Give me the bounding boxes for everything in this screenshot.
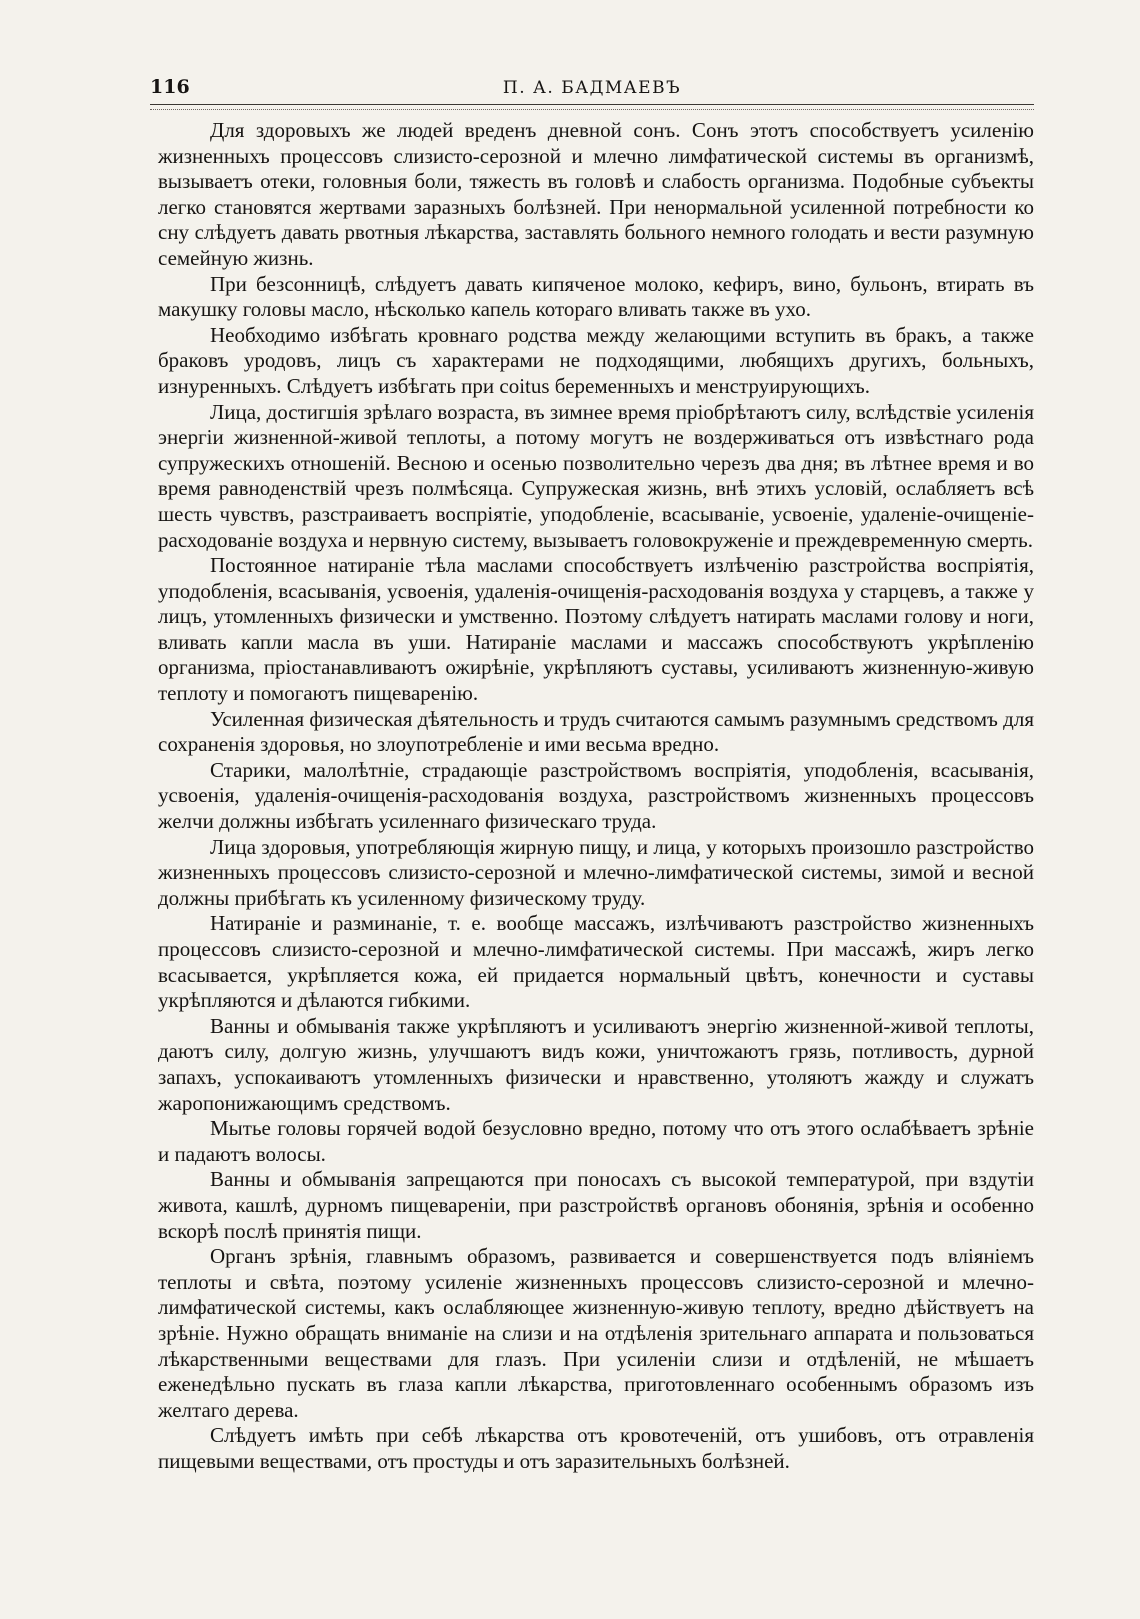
paragraph: Старики, малолѣтніе, страдающіе разстройствомъ воспріятія, уподобленія, всасыванія, усвоенія, удаленія-очищенія-расходованія воздуха, разстройствомъ жизненныхъ процессовъ желчи должны избѣгать усиленнаго физическаго труда. (158, 757, 1034, 834)
paragraph: Необходимо избѣгать кровнаго родства между желающими вступить въ бракъ, а также браковъ уродовъ, лицъ съ характерами не подходящими, любящихъ другихъ, больныхъ, изнуренныхъ. Слѣдуетъ избѣгать при coitus беременныхъ и менструирующихъ. (158, 322, 1034, 398)
header-rule (150, 104, 1034, 110)
paragraph: Ванны и обмыванія запрещаются при поносахъ съ высокой температурой, при вздутіи живота, кашлѣ, дурномъ пищевареніи, при разстройствѣ органовъ обонянія, зрѣнія и особенно вскорѣ послѣ принятія пищи. (158, 1167, 1034, 1243)
page-header (150, 76, 1034, 106)
paragraph: Слѣдуетъ имѣть при себѣ лѣкарства отъ кровотеченій, отъ ушибовъ, отъ отравленія пищевыми веществами, отъ простуды и отъ заразительныхъ болѣзней. (158, 1423, 1034, 1473)
paragraph: Органъ зрѣнія, главнымъ образомъ, развивается и совершенствуется подъ вліяніемъ теплоты и свѣта, поэтому усиленіе жизненныхъ процессовъ слизисто-серозной и млечно-лимфатической системы, какъ ослабляющее жизненную-живую теплоту, вредно дѣйствуетъ на зрѣніе. Нужно обращать вниманіе на слизи и на отдѣленія зрительнаго аппарата и пользоваться лѣкарственными веществами для глазъ. При усиленіи слизи и отдѣленій, не мѣшаетъ еженедѣльно пускать въ глаза капли лѣкарства, приготовленнаго особеннымъ образомъ изъ желтаго дерева. (158, 1244, 1034, 1422)
paragraph: Для здоровыхъ же людей вреденъ дневной сонъ. Сонъ этотъ способствуетъ усиленію жизненныхъ процессовъ слизисто-серозной и млечно лимфатической системы въ организмѣ, вызываетъ отеки, головныя боли, тяжесть въ головѣ и слабость организма. Подобные субъекты легко становятся жертвами заразныхъ болѣзней. При ненормальной усиленной потребности ко сну слѣдуетъ давать рвотныя лѣкарства, заставлять больного немного голодать и вести разумную семейную жизнь. (158, 118, 1034, 270)
paragraph: Мытье головы горячей водой безусловно вредно, потому что отъ этого ослабѣваетъ зрѣніе и падаютъ волосы. (158, 1116, 1034, 1166)
body-text (158, 118, 1034, 1474)
paragraph: Лица здоровыя, употребляющія жирную пищу, и лица, у которыхъ произошло разстройство жизненныхъ процессовъ слизисто-серозной и млечно-лимфатической системы, зимой и весной должны прибѣгать къ усиленному физическому труду. (158, 834, 1034, 910)
paragraph: Ванны и обмыванія также укрѣпляютъ и усиливаютъ энергію жизненной-живой теплоты, даютъ силу, долгую жизнь, улучшаютъ видъ кожи, уничтожаютъ грязь, потливость, дурной запахъ, успокаиваютъ утомленныхъ физически и нравственно, утоляютъ жажду и служатъ жаропонижающимъ средствомъ. (158, 1013, 1034, 1115)
paragraph: При безсонницѣ, слѣдуетъ давать кипяченое молоко, кефиръ, вино, бульонъ, втирать въ макушку головы масло, нѣсколько капель котораго вливать также въ ухо. (158, 271, 1034, 322)
paragraph: Натираніе и разминаніе, т. е. вообще массажъ, излѣчиваютъ разстройство жизненныхъ процессовъ слизисто-серозной и млечно-лимфатической системы. При массажѣ, жиръ легко всасывается, укрѣпляется кожа, ей придается нормальный цвѣтъ, конечности и суставы укрѣпляются и дѣлаются гибкими. (158, 911, 1034, 1013)
paragraph: Лица, достигшія зрѣлаго возраста, въ зимнее время пріобрѣтаютъ силу, вслѣдствіе усиленія энергіи жизненной-живой теплоты, а потому могутъ не воздерживаться отъ извѣстнаго рода супружескихъ отношеній. Весною и осенью позволительно черезъ два дня; въ лѣтнее время и во время равноденствій чрезъ полмѣсяца. Супружеская жизнь, внѣ этихъ условій, ослабляетъ всѣ шесть чувствъ, разстраиваетъ воспріятіе, уподобленіе, всасываніе, усвоеніе, удаленіе-очищеніе-расходованіе воздуха и нервную систему, вызываетъ головокруженіе и преждевременную смерть. (158, 399, 1034, 552)
running-title: П. А. БАДМАЕВЪ (502, 78, 682, 98)
paragraph: Усиленная физическая дѣятельность и трудъ считаются самымъ разумнымъ средствомъ для сохраненія здоровья, но злоупотребленіе и ими весьма вредно. (158, 706, 1034, 757)
page-number: 116 (150, 76, 190, 98)
paragraph: Постоянное натираніе тѣла маслами способствуетъ излѣченію разстройства воспріятія, уподобленія, всасыванія, усвоенія, удаленія-очищенія-расходованія воздуха у старцевъ, а также у лицъ, утомленныхъ физически и умственно. Поэтому слѣдуетъ натирать маслами голову и ноги, вливать капли масла въ уши. Натираніе маслами и массажъ способствуютъ укрѣпленію организма, пріостанавливаютъ ожирѣніе, укрѣпляютъ суставы, усиливаютъ жизненную-живую теплоту и помогаютъ пищеваренію. (158, 553, 1034, 706)
